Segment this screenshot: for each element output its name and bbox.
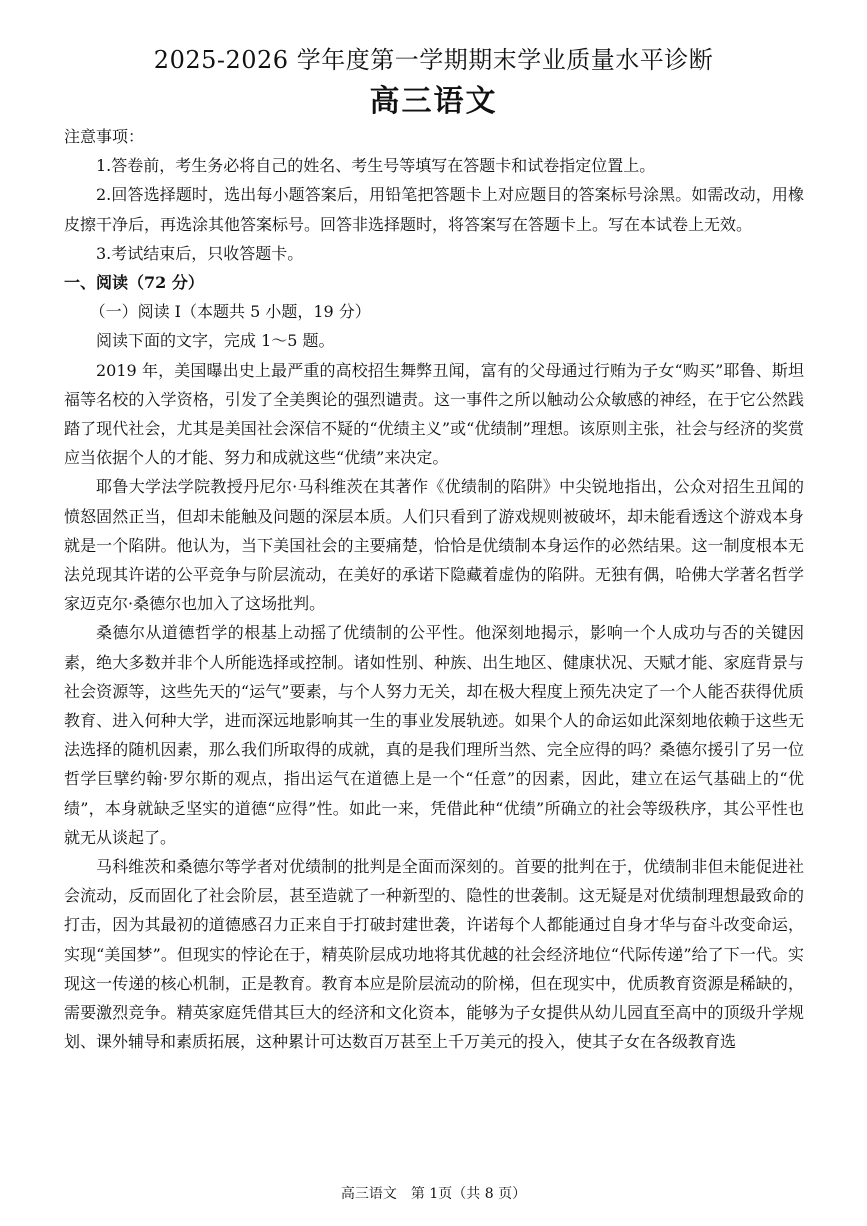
passage-paragraph: 2019 年，美国曝出史上最严重的高校招生舞弊丑闻，富有的父母通过行贿为子女“购买”耶鲁、斯坦福等名校的入学资格，引发了全美舆论的强烈谴责。这一事件之所以触动公众敏感的神经，在于它公然践踏了现代社会，尤其是美国社会深信不疑的“优绩主义”或“优绩制”理想。该原则主张，社会与经济的奖赏应当依据个人的才能、努力和成就这些“优绩”来决定。 bbox=[64, 360, 804, 468]
notice-item: 3.考试结束后，只收答题卡。 bbox=[96, 243, 304, 263]
notice-item: 1.答卷前，考生务必将自己的姓名、考生号等填写在答题卡和试卷指定位置上。 bbox=[96, 156, 656, 176]
section-heading: 一、阅读（72 分） bbox=[64, 273, 204, 293]
notice-item: 2.回答选择题时，选出每小题答案后，用铅笔把答题卡上对应题目的答案标号涂黑。如需改动，用橡皮擦干净后，再选涂其他答案标号。回答非选择题时，将答案写在答题卡上。写在本试卷上无效。 bbox=[64, 185, 804, 234]
exam-title: 2025-2026 学年度第一学期期末学业质量水平诊断 bbox=[153, 46, 714, 74]
subject-title: 高三语文 bbox=[369, 84, 498, 119]
exam-body bbox=[64, 122, 804, 1057]
section-subheading: （一）阅读 I（本题共 5 小题，19 分） bbox=[89, 302, 371, 322]
passage-paragraph: 桑德尔从道德哲学的根基上动摇了优绩制的公平性。他深刻地揭示，影响一个人成功与否的关键因素，绝大多数并非个人所能选择或控制。诸如性别、种族、出生地区、健康状况、天赋才能、家庭背景与社会资源等，这些先天的“运气”要素，与个人努力无关，却在极大程度上预先决定了一个人能否获得优质教育、进入何种大学，进而深远地影响其一生的事业发展轨迹。如果个人的命运如此深刻地依赖于这些无法选择的随机因素，那么我们所取得的成就，真的是我们理所当然、完全应得的吗？桑德尔援引了另一位哲学巨擘约翰·罗尔斯的观点，指出运气在道德上是一个“任意”的因素，因此，建立在运气基础上的“优绩”，本身就缺乏坚实的道德“应得”性。如此一来，凭借此种“优绩”所确立的社会等级秩序，其公平性也就无从谈起了。 bbox=[64, 623, 804, 847]
passage-paragraph: 马科维茨和桑德尔等学者对优绩制的批判是全面而深刻的。首要的批判在于，优绩制非但未能促进社会流动，反而固化了社会阶层，甚至造就了一种新型的、隐性的世袭制。这无疑是对优绩制理想最致命的打击，因为其最初的道德感召力正来自于打破封建世袭，许诺每个人都能通过自身才华与奋斗改变命运，实现“美国梦”。但现实的悖论在于，精英阶层成功地将其优越的社会经济地位“代际传递”给了下一代。实现这一传递的核心机制，正是教育。教育本应是阶层流动的阶梯，但在现实中，优质教育资源是稀缺的，需要激烈竞争。精英家庭凭借其巨大的经济和文化资本，能够为子女提供从幼儿园直至高中的顶级升学规划、课外辅导和素质拓展，这种累计可达数百万甚至上千万美元的投入，使其子女在各级教育选 bbox=[64, 857, 804, 1052]
reading-instruction: 阅读下面的文字，完成 1～5 题。 bbox=[96, 331, 335, 351]
page-footer: 高三语文 第 1页（共 8 页） bbox=[340, 1186, 527, 1202]
notice-heading: 注意事项： bbox=[64, 127, 145, 146]
passage-paragraph: 耶鲁大学法学院教授丹尼尔·马科维茨在其著作《优绩制的陷阱》中尖锐地指出，公众对招生丑闻的愤怒固然正当，但却未能触及问题的深层本质。人们只看到了游戏规则被破坏，却未能看透这个游戏本身就是一个陷阱。他认为，当下美国社会的主要痛楚，恰恰是优绩制本身运作的必然结果。这一制度根本无法兑现其许诺的公平竞争与阶层流动，在美好的承诺下隐藏着虚伪的陷阱。无独有偶，哈佛大学著名哲学家迈克尔·桑德尔也加入了这场批判。 bbox=[64, 477, 804, 614]
